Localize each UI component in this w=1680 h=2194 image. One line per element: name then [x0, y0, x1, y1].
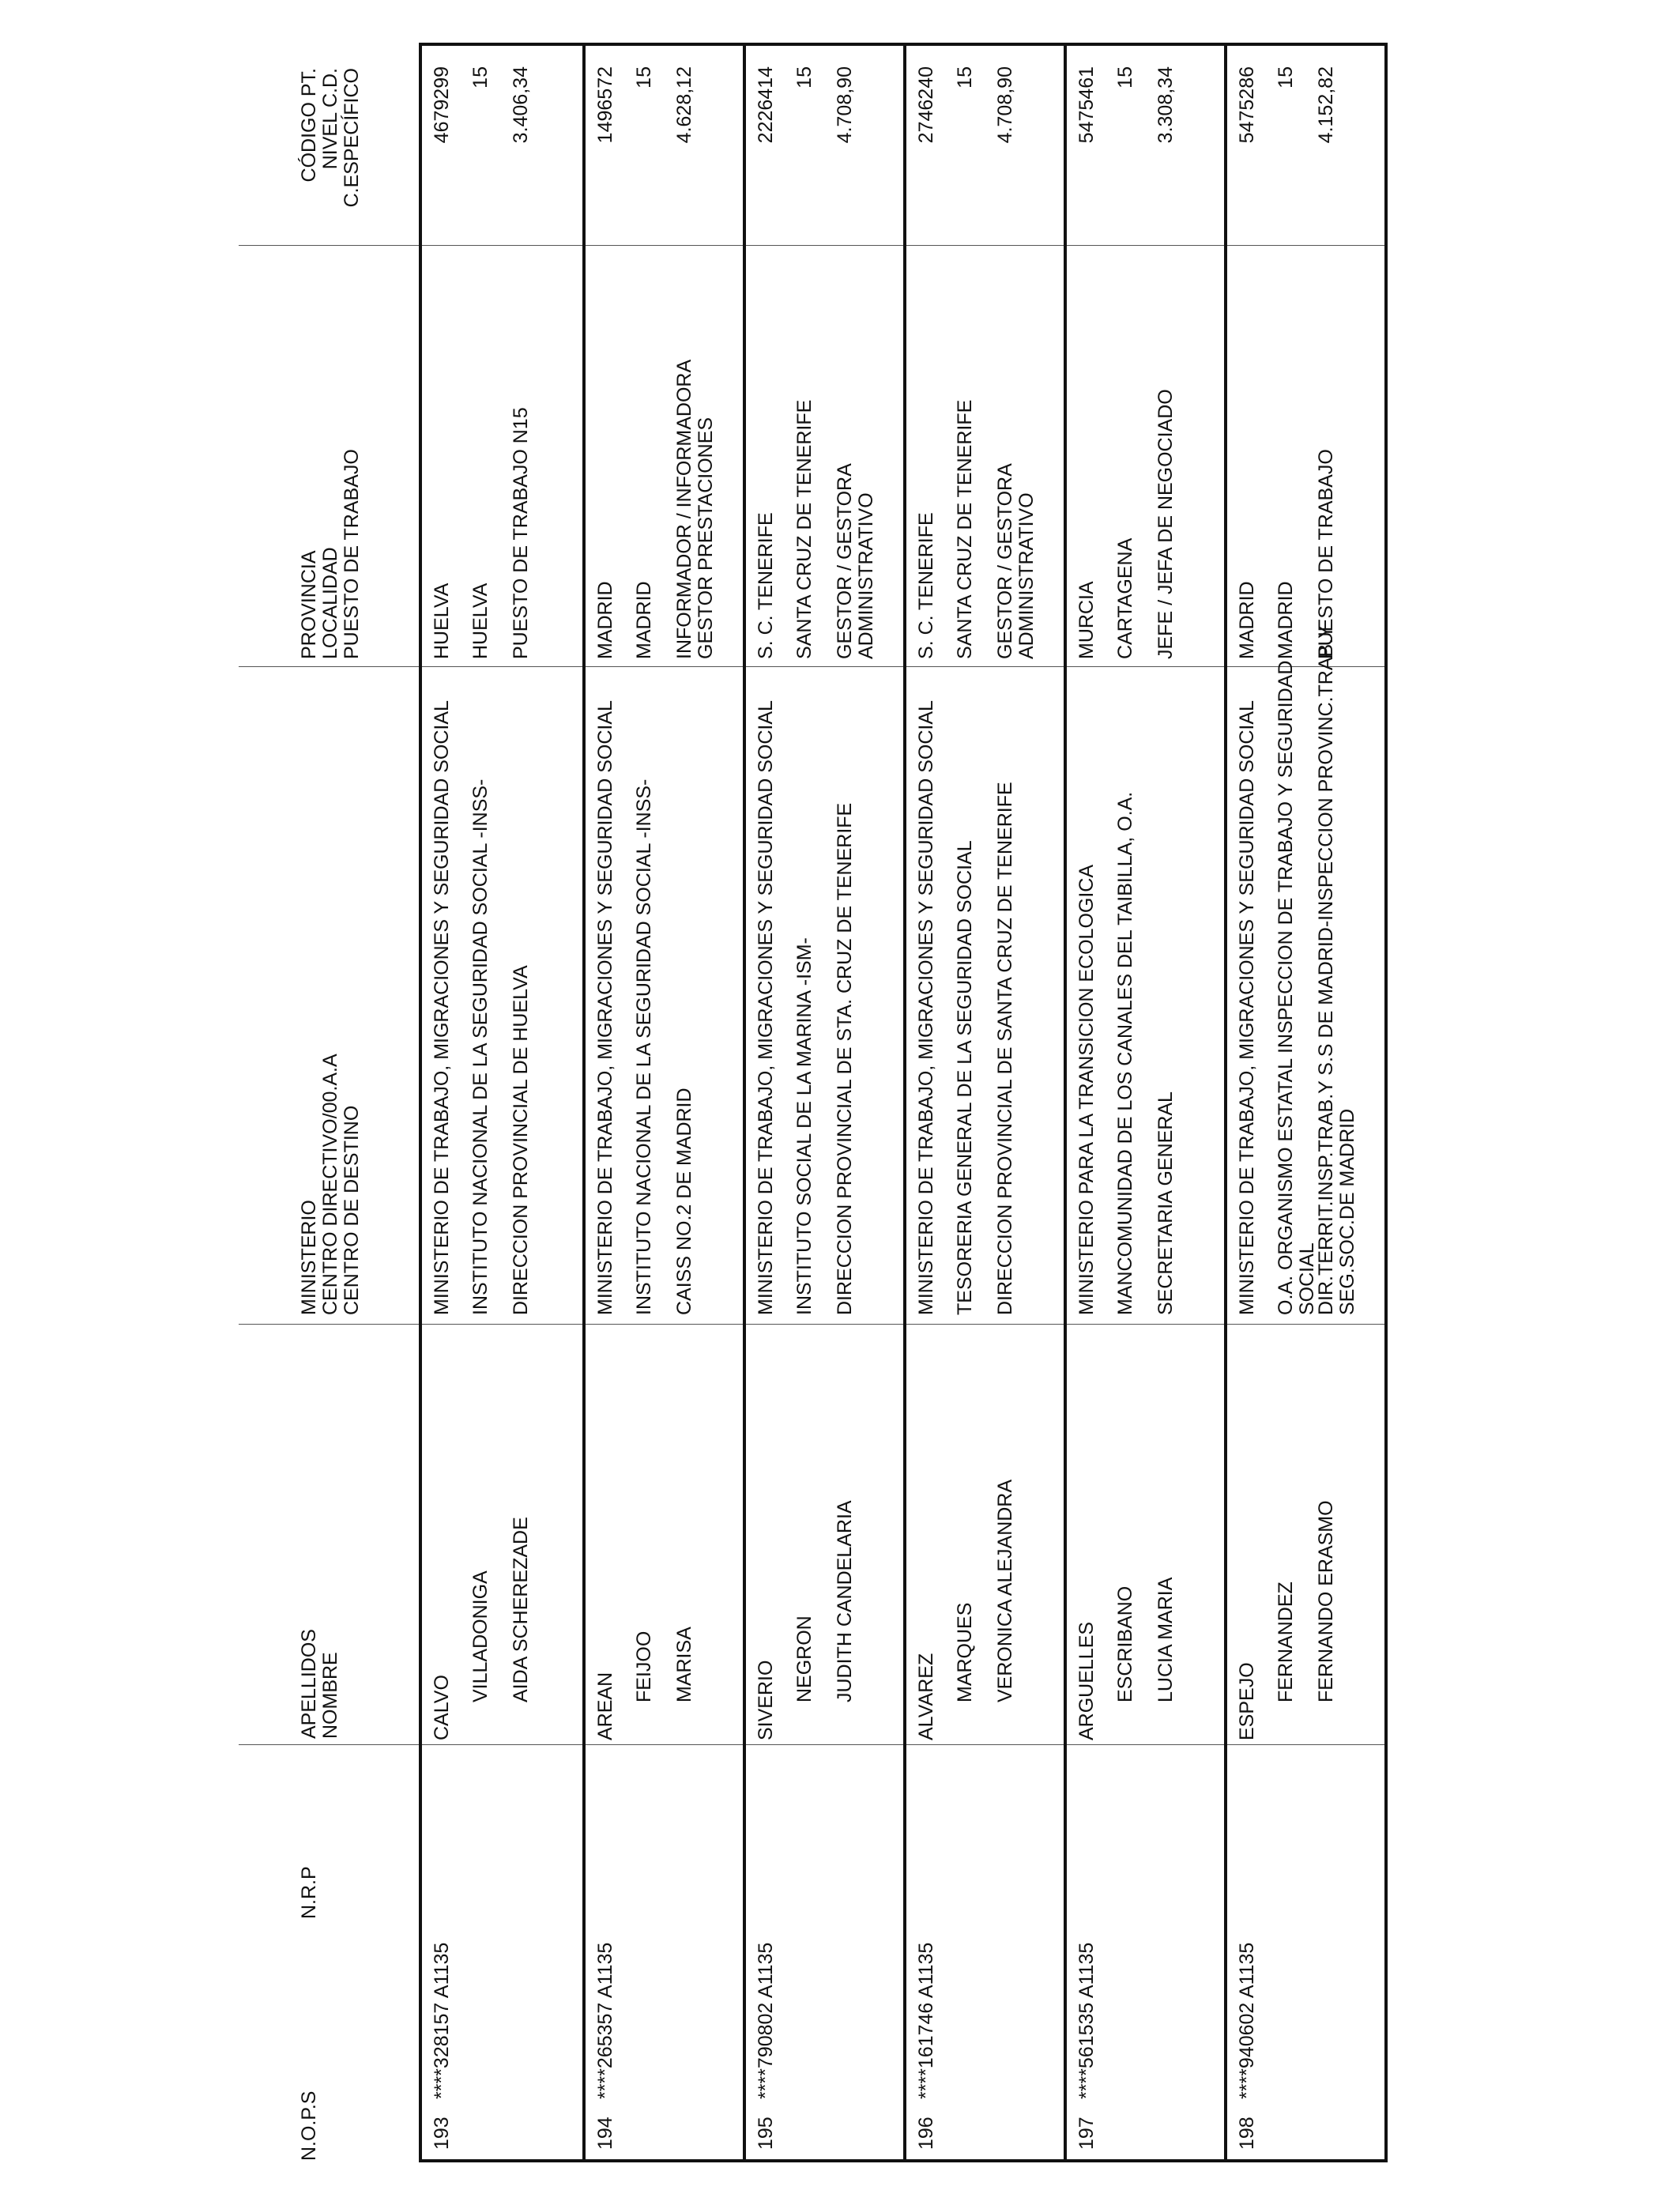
- header-provincia-localidad-puesto: [299, 449, 363, 659]
- record-code: [794, 66, 816, 223]
- record-center: [755, 700, 777, 1315]
- header-line: N.O.P.S: [298, 2090, 320, 2161]
- record-name-line: ESPEJO: [1236, 1662, 1258, 1740]
- record-center: [955, 840, 976, 1315]
- record-name: [916, 1653, 937, 1740]
- record-place-line: MADRID: [1275, 581, 1297, 659]
- record-center-line: INSTITUTO NACIONAL DE LA SEGURIDAD SOCIAL -INSS-: [469, 778, 492, 1315]
- record-center: [634, 779, 655, 1315]
- record-place-line: INFORMADOR / INFORMADORA: [673, 359, 695, 659]
- record-center: [794, 937, 816, 1315]
- record-name: [834, 1500, 856, 1702]
- record-name: [1076, 1622, 1098, 1740]
- record-code: [510, 66, 532, 223]
- record-place-line: HUELVA: [469, 582, 492, 659]
- record-name-line: VILLADONIGA: [469, 1570, 492, 1702]
- record-name-line: MARQUES: [954, 1602, 976, 1702]
- header-line: PUESTO DE TRABAJO: [341, 449, 363, 659]
- record-center-line: MINISTERIO PARA LA TRANSICION ECOLOGICA: [1075, 864, 1098, 1315]
- record-name: [1155, 1578, 1177, 1702]
- record-code-line: 15: [1275, 66, 1297, 89]
- record-center-line: MANCOMUNIDAD DE LOS CANALES DEL TAIBILLA, O.A.: [1114, 791, 1136, 1315]
- header-line: N.R.P: [298, 1866, 320, 1919]
- record-name-line: JUDITH CANDELARIA: [834, 1500, 856, 1702]
- record-block: [1064, 46, 1227, 2159]
- record-name: [1237, 1662, 1258, 1740]
- record-nops-line: 198: [1236, 2117, 1258, 2150]
- record-name-line: FEIJOO: [633, 1630, 655, 1702]
- record-nrp-line: ****940602 A1135: [1236, 1942, 1258, 2099]
- record-center-line: O.A. ORGANISMO ESTATAL INSPECCION DE TRABAJO Y SEGURIDAD: [1275, 660, 1297, 1315]
- record-place-line: PUESTO DE TRABAJO N15: [510, 407, 532, 659]
- record-place: [470, 583, 492, 659]
- record-center-line: CAISS NO.2 DE MADRID: [673, 1088, 695, 1315]
- record-name: [1275, 1581, 1297, 1702]
- record-name: [431, 1675, 453, 1740]
- record-place: [1076, 581, 1098, 659]
- record-code-line: 3.308,34: [1155, 66, 1177, 144]
- record-name-line: ALVAREZ: [915, 1653, 937, 1740]
- record-center-line: SECRETARIA GENERAL: [1155, 1091, 1177, 1315]
- record-center-line: SEG.SOC.DE MADRID: [1336, 1108, 1358, 1315]
- record-name: [470, 1570, 492, 1702]
- header-line: MINISTERIO: [298, 1200, 320, 1315]
- record-place-line: SANTA CRUZ DE TENERIFE: [793, 399, 816, 659]
- record-code: [634, 66, 655, 223]
- record-name: [1316, 1500, 1337, 1702]
- record-place-line: ADMINISTRATIVO: [1015, 492, 1038, 659]
- record-place: [916, 512, 937, 659]
- record-nops: [1237, 2117, 1258, 2150]
- record-center: [674, 1088, 695, 1315]
- record-place: [510, 407, 532, 659]
- record-place-line: GESTOR / GESTORA: [834, 463, 856, 659]
- record-code: [1237, 66, 1258, 223]
- record-block: [582, 46, 746, 2159]
- record-code: [470, 66, 492, 223]
- record-code-line: 4.152,82: [1315, 66, 1337, 144]
- record-nrp-line: ****790802 A1135: [755, 1942, 777, 2099]
- record-center-line: DIRECCION PROVINCIAL DE STA. CRUZ DE TENERIFE: [834, 802, 856, 1315]
- record-center-line: DIRECCION PROVINCIAL DE SANTA CRUZ DE TENERIFE: [994, 782, 1016, 1315]
- record-center-line: MINISTERIO DE TRABAJO, MIGRACIONES Y SEGURIDAD SOCIAL: [431, 700, 453, 1315]
- record-nops-line: 197: [1075, 2117, 1098, 2150]
- record-code-line: 1496572: [594, 66, 616, 144]
- record-center-line: SOCIAL: [1296, 1242, 1318, 1315]
- record-center: [1115, 792, 1136, 1315]
- record-name-line: AIDA SCHEREZADE: [510, 1517, 532, 1702]
- record-nrp-line: ****161746 A1135: [915, 1942, 937, 2099]
- record-name-line: VERONICA ALEJANDRA: [994, 1479, 1016, 1702]
- record-nops: [1076, 2117, 1098, 2150]
- record-place-line: MADRID: [1236, 581, 1258, 659]
- record-code: [1275, 66, 1297, 223]
- header-line: LOCALIDAD: [319, 547, 341, 659]
- record-code: [674, 66, 695, 223]
- record-center-line: MINISTERIO DE TRABAJO, MIGRACIONES Y SEGURIDAD SOCIAL: [755, 700, 777, 1315]
- record-place: [755, 512, 777, 659]
- record-place-line: PUESTO DE TRABAJO: [1315, 449, 1337, 659]
- record-name-line: FERNANDO ERASMO: [1315, 1500, 1337, 1702]
- record-place-line: GESTOR / GESTORA: [994, 463, 1016, 659]
- record-code-line: 15: [469, 66, 492, 89]
- record-code-line: 5475286: [1236, 66, 1258, 144]
- record-code-line: 2226414: [755, 66, 777, 144]
- header-nops: [299, 2091, 320, 2161]
- record-nrp-line: ****265357 A1135: [594, 1942, 616, 2099]
- header-line: NIVEL C.D.: [319, 68, 341, 170]
- record-nrp: [916, 1943, 937, 2099]
- record-place-line: HUELVA: [431, 582, 453, 659]
- record-code-line: 2746240: [915, 66, 937, 144]
- record-nrp-line: ****328157 A1135: [431, 1942, 453, 2099]
- record-block: [1224, 46, 1388, 2159]
- record-nops: [431, 2117, 453, 2150]
- record-code: [431, 66, 453, 223]
- record-code: [1115, 66, 1136, 223]
- record-place-line: JEFE / JEFA DE NEGOCIADO: [1155, 389, 1177, 659]
- record-center: [1076, 865, 1098, 1315]
- record-code-line: 4.628,12: [673, 66, 695, 144]
- record-place: [834, 463, 877, 659]
- record-center: [1275, 661, 1318, 1315]
- record-block: [422, 46, 582, 2159]
- record-code: [755, 66, 777, 223]
- record-code-line: 5475461: [1075, 66, 1098, 144]
- record-center: [1237, 700, 1258, 1315]
- header-ministerio-centro: [299, 1054, 363, 1315]
- record-name-line: AREAN: [594, 1672, 616, 1740]
- record-center: [1155, 1091, 1177, 1315]
- record-nops: [755, 2117, 777, 2150]
- record-name: [995, 1480, 1016, 1702]
- record-center-line: DIR.TERRIT.INSP.TRAB.Y S.S DE MADRID-INSPECCION PROVINC.TRAB.Y: [1315, 625, 1337, 1315]
- record-center-line: INSTITUTO SOCIAL DE LA MARINA -ISM-: [793, 937, 816, 1315]
- record-center-line: TESORERIA GENERAL DE LA SEGURIDAD SOCIAL: [954, 840, 976, 1315]
- record-place: [431, 583, 453, 659]
- record-center-line: MINISTERIO DE TRABAJO, MIGRACIONES Y SEGURIDAD SOCIAL: [1236, 700, 1258, 1315]
- record-place-line: MURCIA: [1075, 581, 1098, 659]
- record-place: [995, 463, 1038, 659]
- record-code-line: 4.708,90: [834, 66, 856, 144]
- record-name-line: NEGRON: [793, 1615, 816, 1702]
- record-place-line: S. C. TENERIFE: [755, 512, 777, 659]
- record-code: [834, 66, 856, 223]
- record-name: [634, 1631, 655, 1702]
- record-center: [834, 803, 856, 1315]
- record-code: [955, 66, 976, 223]
- record-name: [755, 1661, 777, 1740]
- record-code-line: 15: [1114, 66, 1136, 89]
- record-name-line: MARISA: [673, 1627, 695, 1702]
- header-line: C.ESPECÍFICO: [341, 68, 363, 208]
- record-name: [794, 1615, 816, 1702]
- record-nops-line: 195: [755, 2117, 777, 2150]
- record-place-line: MADRID: [633, 581, 655, 659]
- record-place-line: ADMINISTRATIVO: [855, 492, 877, 659]
- record-nrp: [1076, 1943, 1098, 2099]
- record-code: [1155, 66, 1177, 223]
- record-place-line: GESTOR PRESTACIONES: [695, 417, 717, 659]
- record-code-line: 15: [954, 66, 976, 89]
- record-name-line: ESCRIBANO: [1114, 1585, 1136, 1702]
- record-place: [1316, 449, 1337, 659]
- record-nops-line: 194: [594, 2117, 616, 2150]
- record-name-line: FERNANDEZ: [1275, 1581, 1297, 1702]
- record-name: [955, 1603, 976, 1702]
- record-code: [916, 66, 937, 223]
- record-nops: [595, 2117, 616, 2150]
- record-name: [595, 1672, 616, 1740]
- record-name: [674, 1627, 695, 1702]
- record-nrp: [1237, 1943, 1258, 2099]
- record-center-line: MINISTERIO DE TRABAJO, MIGRACIONES Y SEGURIDAD SOCIAL: [915, 700, 937, 1315]
- record-nrp: [755, 1943, 777, 2099]
- record-center: [470, 779, 492, 1315]
- header-line: CÓDIGO PT.: [298, 68, 320, 183]
- record-place: [1237, 581, 1258, 659]
- records-table: [419, 43, 1388, 2162]
- record-center-line: MINISTERIO DE TRABAJO, MIGRACIONES Y SEGURIDAD SOCIAL: [594, 700, 616, 1315]
- record-center: [510, 965, 532, 1315]
- record-nrp: [595, 1943, 616, 2099]
- record-place: [1115, 538, 1136, 659]
- record-place: [1155, 389, 1177, 659]
- record-place: [674, 360, 717, 659]
- record-nops-line: 193: [431, 2117, 453, 2150]
- record-code-line: 15: [793, 66, 816, 89]
- record-name: [1115, 1586, 1136, 1702]
- header-codigo-nivel-especifico: [299, 68, 363, 258]
- record-place: [634, 581, 655, 659]
- record-place: [595, 581, 616, 659]
- header-nrp: [299, 1866, 320, 1919]
- header-line: CENTRO DE DESTINO: [341, 1105, 363, 1315]
- record-place: [1275, 581, 1297, 659]
- record-center: [916, 700, 937, 1315]
- record-name-line: CALVO: [431, 1675, 453, 1740]
- record-nrp-line: ****561535 A1135: [1075, 1942, 1098, 2099]
- record-center: [1316, 625, 1358, 1315]
- record-code-line: 15: [633, 66, 655, 89]
- record-center: [995, 782, 1016, 1315]
- header-line: CENTRO DIRECTIVO/00.A.A: [319, 1054, 341, 1315]
- record-name-line: SIVERIO: [755, 1660, 777, 1740]
- record-name-line: LUCIA MARIA: [1155, 1577, 1177, 1702]
- record-center: [431, 700, 453, 1315]
- record-center-line: INSTITUTO NACIONAL DE LA SEGURIDAD SOCIAL -INSS-: [633, 778, 655, 1315]
- record-place: [794, 400, 816, 659]
- record-nrp: [431, 1943, 453, 2099]
- record-place-line: S. C. TENERIFE: [915, 512, 937, 659]
- record-place-line: CARTAGENA: [1114, 537, 1136, 659]
- record-place: [955, 400, 976, 659]
- header-apellidos-nombre: [299, 1629, 341, 1739]
- header-line: APELLIDOS: [298, 1629, 320, 1739]
- record-code-line: 3.406,34: [510, 66, 532, 144]
- record-code: [1316, 66, 1337, 223]
- record-code-line: 4679299: [431, 66, 453, 144]
- record-name: [510, 1517, 532, 1702]
- record-center: [595, 700, 616, 1315]
- record-code-line: 4.708,90: [994, 66, 1016, 144]
- record-code: [1076, 66, 1098, 223]
- record-code: [995, 66, 1016, 223]
- header-line: NOMBRE: [319, 1652, 341, 1739]
- record-nops-line: 196: [915, 2117, 937, 2150]
- record-place-line: MADRID: [594, 581, 616, 659]
- record-center-line: DIRECCION PROVINCIAL DE HUELVA: [510, 965, 532, 1315]
- record-place-line: SANTA CRUZ DE TENERIFE: [954, 399, 976, 659]
- record-block: [903, 46, 1067, 2159]
- record-block: [743, 46, 906, 2159]
- record-name-line: ARGUELLES: [1075, 1621, 1098, 1740]
- record-nops: [916, 2117, 937, 2150]
- record-code: [595, 66, 616, 223]
- header-line: PROVINCIA: [298, 550, 320, 659]
